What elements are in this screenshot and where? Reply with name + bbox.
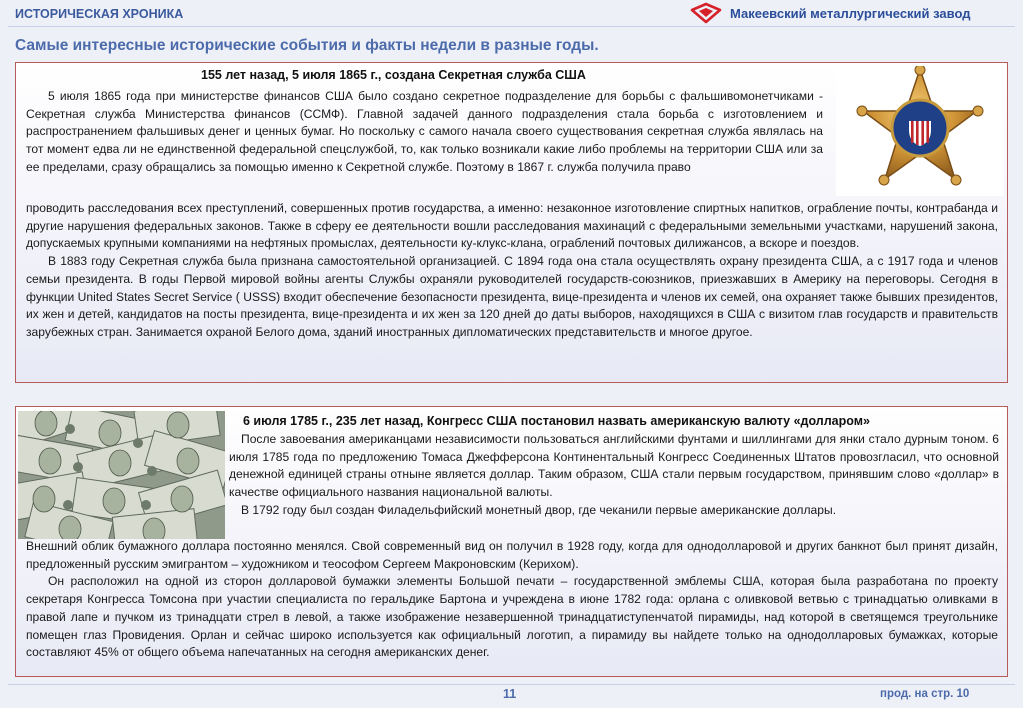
article-dollar — [15, 406, 1008, 677]
paragraph: После завоевания американцами независимости пользоваться английскими фунтами и шиллингами для янки стало дурным тоном. 6 июля 1785 года по предложению Томаса Джефферсона Континентальный Конгресс Соединенных Штатов провозгласил, что основной денежной единицей страны отныне является доллар. Таким образом, США стали первым государством, принявшим слово «доллар» в качестве официального названия национальной валюты. — [229, 432, 999, 500]
dollar-banknotes-pile-icon — [18, 411, 225, 539]
brand[interactable] — [690, 2, 1010, 24]
paragraph: В 1883 году Секретная служба была признана самостоятельной организацией. С 1894 года она стала осуществлять охрану президента США, а с 1917 года и членов семьи президента. В годы Первой мировой войны агенты Службы охраняли руководителей государств-союзников, приезжавших в Америку на переговоры. Сегодня в функции United States Secret Service ( USSS) входит обеспечение безопасности президента, вице-президента и членов их семей, она охраняет также бывших президентов, их жен и детей, кандидатов на посты президента, вице-президента и их жен за 120 дней до даты выборов, находящихся в США с визитом глав государств и правительств зарубежных стран. Занимается охраной Белого дома, зданий иностранных дипломатических представительств и многое другое. — [26, 254, 998, 339]
page-number: 11 — [503, 687, 517, 701]
paragraph: Он расположил на одной из сторон долларовой бумажки элементы Большой печати – государственной эмблемы США, которая была разработана по проекту секретаря Конгресса Томсона при участии специалиста по геральдике Бартона и учреждена в июне 1782 года: орлана с оливковой ветвью с тринадцатью оливками в правой лапе и пучком из тринадцати стрел в левой, а также изображение незавершенной тринадцатиступенчатой пирамиды, над которой в светящемся треугольнике помещен глаз Провидения. Орлан и сейчас широко используется как официальный логотип, а пирамиду вы найдете только на однодолларовых бумажках, которые составляют 45% от общего объема напечатанных на сегодня американских денег. — [26, 574, 998, 660]
article-text-top — [26, 88, 823, 177]
paragraph: В 1792 году был создан Филадельфийский монетный двор, где чеканили первые американские доллары. — [241, 502, 837, 517]
mmz-logo-icon — [690, 2, 722, 24]
paragraph: Внешний облик бумажного доллара постоянно менялся. Свой современный вид он получил в 1928 году, когда для однодолларовой и других банкнот был принят дизайн, предложенный русским эмигрантом – художником и теософом Сергеем Макроновским (Керихом). — [26, 539, 998, 571]
footer-divider — [8, 684, 1015, 685]
secret-service-star-badge-icon — [836, 66, 1004, 196]
paragraph: проводить расследования всех преступлений, совершенных против государства, а именно: незаконное изготовление спиртных напитков, ограбление почты, контрабанда и другие нарушения федеральных законов. Также в сферу ее деятельности вошли расследования махинаций с федеральными земельными участками, нарушений закона, допускаемых крупными компаниями на нефтяных промыслах, деятельности ку-клукс-клана, ограблений почтовых дилижансов, а вскоре и поездов. — [26, 201, 998, 251]
brand-name: Макеевский металлургический завод — [730, 6, 971, 21]
article-secret-service — [15, 62, 1008, 383]
article-text-top — [229, 431, 999, 520]
continued-link[interactable]: прод. на стр. 10 — [880, 688, 970, 700]
section-label: ИСТОРИЧЕСКАЯ ХРОНИКА — [15, 7, 184, 21]
article-title: 155 лет назад, 5 июля 1865 г., создана Секретная служба США — [201, 68, 586, 82]
header-divider — [8, 26, 1015, 27]
article-text-bottom — [26, 200, 998, 342]
article-title: 6 июля 1785 г., 235 лет назад, Конгресс США постановил назвать американскую валюту «долларом» — [243, 414, 870, 428]
article-text-bottom — [26, 538, 998, 662]
dollar-banknotes-image — [18, 411, 225, 539]
badge-image — [836, 66, 1004, 196]
page-headline: Самые интересные исторические события и факты недели в разные годы. — [15, 37, 599, 54]
paragraph: 5 июля 1865 года при министерстве финансов США было создано секретное подразделение для борьбы с фальшивомонетчиками - Секретная служба Министерства финансов (ССМФ). Главной задачей данного подразделения стала борьба с изготовлением и распространением фальшивых денег и ценных бумаг. Но поскольку с самого начала своего существования секретная служба являлась на тот момент едва ли не единственной федеральной спецслужбой, то, как только возникали какие либо проблемы на территории США или за ее пределами, сразу обращались за помощью именно к Секретной службе. Поэтому в 1867 г. служба получила право — [26, 89, 823, 174]
